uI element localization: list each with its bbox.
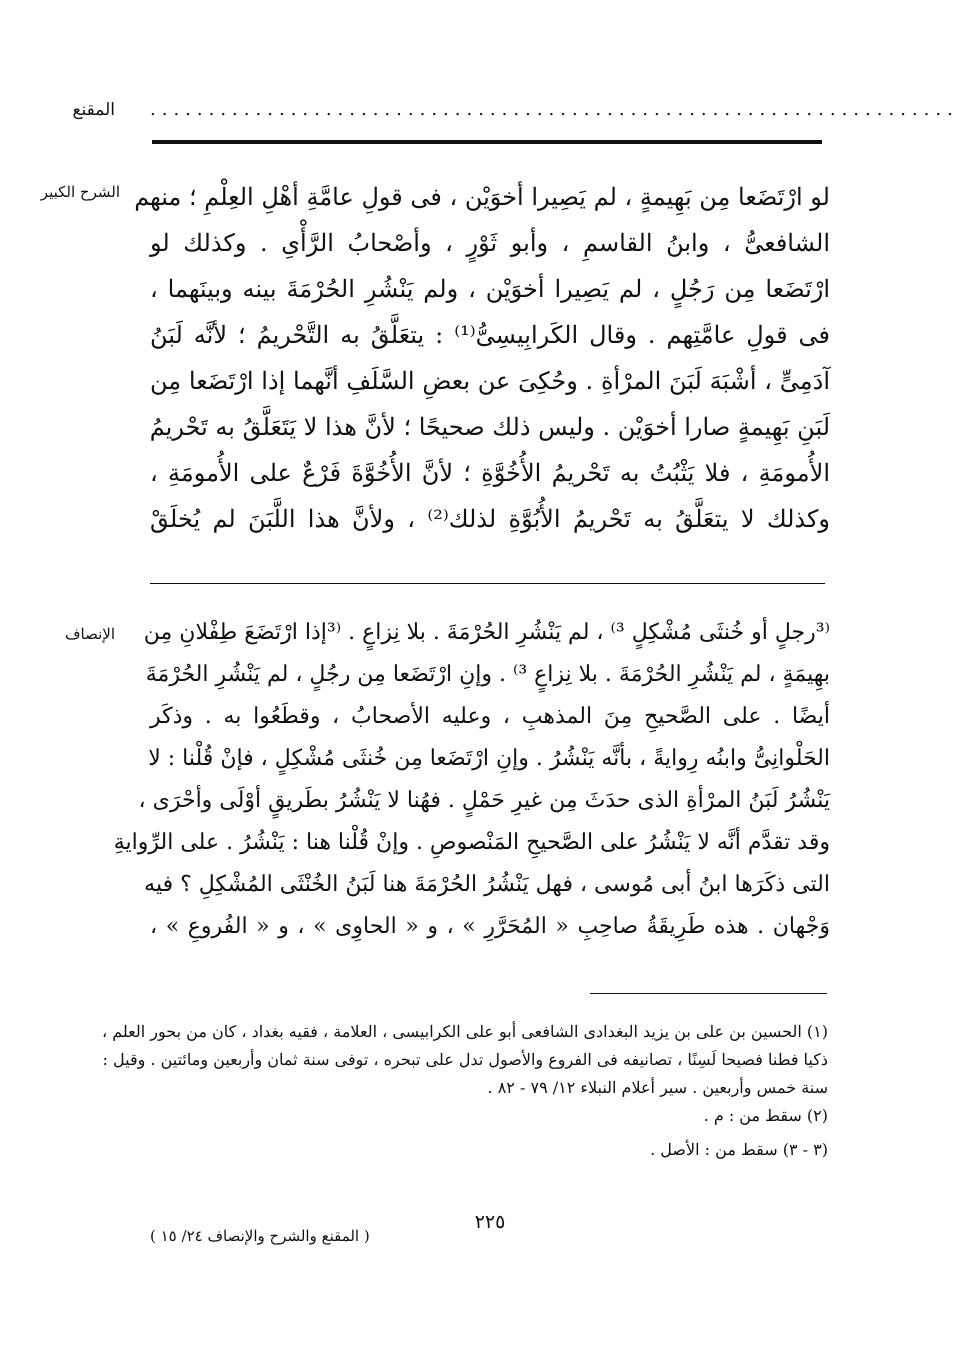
sharh-line: آدَمِىٍّ ، أشْبَهَ لَبَنَ المرْأةِ . وحُكِىَ عن بعضِ السَّلَفِ أنَّهما إذا ارْتَضَعا مِن	[150, 367, 830, 395]
insaf-line: بهِيمَةٍ ، لم يَنْشُرِ الحُرْمَةَ . بلا نِزاعٍ ³⁾ . وإنِ ارْتَضَعا مِن رجُلٍ ، لم يَنْشُرِ الحُرْمَةَ	[145, 662, 830, 687]
sharh-line: لو ارْتَضَعا مِن بَهِيمةٍ ، لم يَصِيرا أخوَيْن ، فى قولِ عامَّةِ أهْلِ العِلْمِ ؛ منهم	[134, 183, 830, 211]
sharh-line: لَبَنِ بَهِيمةٍ صارا أخوَيْن . وليس ذلك صحيحًا ؛ لأنَّ هذا لا يَتَعَلَّقُ به تَحْريمُ	[149, 413, 830, 441]
sharh-line: الأُمومَةِ ، فلا يَثْبُتُ به تَحْريمُ الأُخُوَّةِ ؛ لأنَّ الأُخُوَّةَ فَرْعٌ على الأُمومَةِ ،	[150, 459, 830, 487]
insaf-line: وَجْهان . هذه طَرِيقَةُ صاحِبِ « المُحَرَّرِ » ، و « الحاوِى » ، و « الفُروعِ » ،	[150, 914, 830, 939]
header-dotted-leader: .....................................................................	[150, 99, 959, 120]
footnotes-block	[101, 1018, 828, 1164]
section-divider-rule	[150, 583, 825, 584]
insaf-line: أيضًا . على الصَّحيحِ مِنَ المذهبِ ، وعليه الأصحابُ ، وقطَعُوا به . وذكَر	[150, 704, 830, 729]
header-rule	[152, 140, 822, 144]
insaf-line: وقد تقدَّم أنَّه لا يَنْشُرُ على الصَّحيحِ المَنْصوصِ . وإنْ قُلْنا هنا : يَنْشُرُ . على الرِّوايةِ	[113, 830, 830, 855]
insaf-line: يَنْشُرُ لَبَنُ المرْأةِ الذى حدَثَ مِن غيرِ حَمْلٍ . فهُنا لا يَنْشُرُ بطَريقٍ أوْلَى وأحْرَى ،	[138, 788, 830, 813]
footnote-3: (٣ - ٣) سقط من : الأصل .	[650, 1140, 828, 1159]
insaf-line: التى ذكَرَها ابنُ أبى مُوسى ، فهل يَنْشُرُ الحُرْمَةَ هنا لَبَنُ الخُنْثَى المُشْكِلِ ؟ فيه	[144, 872, 830, 897]
insaf-line: ⁽³رجلٍ أو خُنثَى مُشْكِلٍ ³⁾ ، لم يَنْشُرِ الحُرْمَةَ . بلا نِزاعٍ . ⁽³إذا ارْتَضَعَ طِفْلانِ مِن	[143, 620, 830, 645]
sharh-line: ارْتَضَعا مِن رَجُلٍ ، لم يَصِيرا أخوَيْن ، ولم يَنْشُرِ الحُرْمَةَ بينه وبينَهما ،	[150, 275, 831, 303]
footnote-1-line: سنة خمس وأربعين . سير أعلام النبلاء ١٢/ ٧٩ - ٨٢ .	[487, 1078, 828, 1097]
page-number: ٢٢٥	[474, 1211, 506, 1233]
running-header-title: المقنع	[72, 100, 115, 120]
footnote-rule	[590, 993, 827, 994]
footnote-1-line: (١) الحسين بن على بن يزيد البغدادى الشافعى أبو على الكرابيسى ، العلامة ، فقيه بغداد ، كان من بحور العلم ،	[101, 1022, 828, 1041]
footnote-2: (٢) سقط من : م .	[703, 1106, 828, 1125]
side-label-sharh: الشرح الكبير	[40, 183, 120, 201]
footnote-1-line: ذكيا فطنا فصيحا لَسِنًا ، تصانيفه فى الفروع والأصول تدل على تبحره ، توفى سنة ثمان وأربعين ومائتين . وقيل :	[102, 1050, 828, 1069]
sharh-text-block	[134, 174, 831, 542]
sharh-line: فى قولِ عامَّتِهم . وقال الكَرابِيسِىُّ⁽¹⁾ : يتعَلَّقُ به التَّحْريمُ ؛ لأنَّه لَبَنُ	[150, 321, 830, 349]
insaf-text-block	[113, 612, 830, 948]
book-volume-reference: ( المقنع والشرح والإنصاف ٢٤/ ١٥ )	[150, 1227, 370, 1245]
insaf-line: الحَلْوانِىُّ وابنُه رِوايةً ، بأنَّه يَنْشُرُ . وإنِ ارْتَضَعا مِن خُنثَى مُشْكِلٍ ، فإنْ قُلْنا : لا	[148, 746, 830, 771]
side-label-insaf: الإنصاف	[64, 625, 115, 643]
sharh-line: الشافعىُّ ، وابنُ القاسمِ ، وأبو ثَوْرٍ ، وأصْحابُ الرَّأْىِ . وكذلك لو	[150, 229, 830, 257]
sharh-line: وكذلك لا يتعَلَّقُ به تَحْريمُ الأُبُوَّةِ لذلك⁽²⁾ ، ولأنَّ هذا اللَّبَنَ لم يُخلَقْ	[150, 505, 830, 533]
